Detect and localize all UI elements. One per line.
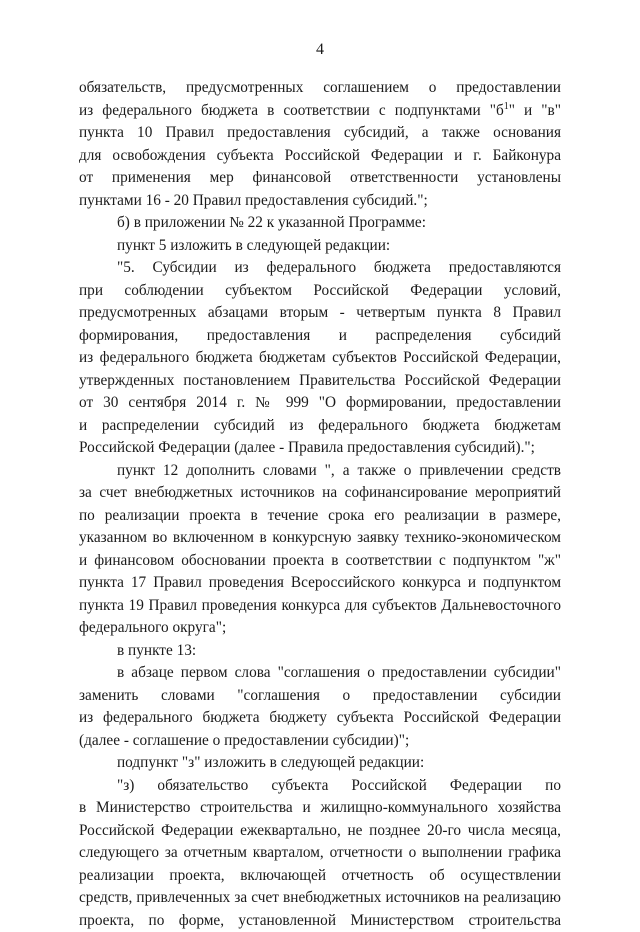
paragraph (79, 257, 561, 460)
text-line: и распределении субсидий из федерального бюджета бюджетам (79, 415, 561, 438)
paragraph (79, 235, 561, 258)
text-line: за счет внебюджетных источников на софинансирование мероприятий (79, 482, 561, 505)
page-number: 4 (0, 40, 640, 60)
paragraph (79, 640, 561, 663)
text-line: пункт 12 дополнить словами ", а также о привлечении средств (79, 460, 561, 483)
text-line: пункта 19 Правил проведения конкурса для субъектов Дальневосточного (79, 595, 561, 618)
text-line: пункта 10 Правил предоставления субсидий, а также основания (79, 122, 561, 145)
text-line: "5. Субсидии из федерального бюджета предоставляются (79, 257, 561, 280)
paragraph (79, 662, 561, 752)
text-line: и финансовом обосновании проекта в соответствии с подпунктом "ж" (79, 550, 561, 573)
text-line: в абзаце первом слова "соглашения о предоставлении субсидии" (79, 662, 561, 685)
text-line: от 30 сентября 2014 г. № 999 "О формировании, предоставлении (79, 392, 561, 415)
text-line: из федерального бюджета бюджету субъекта Российской Федерации (79, 707, 561, 730)
text-line: в пункте 13: (79, 640, 561, 663)
text-line: из федерального бюджета бюджетам субъектов Российской Федерации, (79, 347, 561, 370)
text-line (79, 100, 561, 123)
text-line: Российской Федерации (далее - Правила предоставления субсидий)."; (79, 437, 561, 460)
text-line: от применения мер финансовой ответственности установлены (79, 167, 561, 190)
text-line: пункта 17 Правил проведения Всероссийского конкурса и подпунктом (79, 572, 561, 595)
paragraph (79, 212, 561, 235)
paragraph (79, 77, 561, 212)
text-line: при соблюдении субъектом Российской Федерации условий, (79, 280, 561, 303)
text-line: реализации проекта, включающей отчетность об осуществлении (79, 865, 561, 888)
text-line: формирования, предоставления и распределения субсидий (79, 325, 561, 348)
text-line: Российской Федерации ежеквартально, не позднее 20-го числа месяца, (79, 820, 561, 843)
text-line: проекта, по форме, установленной Министерством строительства (79, 910, 561, 932)
text-line: пункт 5 изложить в следующей редакции: (79, 235, 561, 258)
document-body (79, 77, 561, 932)
text-line: утвержденных постановлением Правительства Российской Федерации (79, 370, 561, 393)
text-line: б) в приложении № 22 к указанной Программе: (79, 212, 561, 235)
text-line: (далее - соглашение о предоставлении субсидии)"; (79, 730, 561, 753)
superscript: 1 (504, 101, 509, 112)
text-line: обязательств, предусмотренных соглашением о предоставлении (79, 77, 561, 100)
text-line: средств, привлеченных за счет внебюджетных источников на реализацию (79, 887, 561, 910)
paragraph (79, 775, 561, 932)
text-line: "з) обязательство субъекта Российской Федерации по (79, 775, 561, 798)
text-line: федерального округа"; (79, 617, 561, 640)
text-line: следующего за отчетным кварталом, отчетности о выполнении графика (79, 842, 561, 865)
text-run: из федерального бюджета в соответствии с подпунктами "б (79, 102, 504, 119)
text-run: " и "в" (509, 102, 561, 119)
text-line: заменить словами "соглашения о предоставлении субсидии (79, 685, 561, 708)
text-line: пунктами 16 - 20 Правил предоставления субсидий."; (79, 190, 561, 213)
text-line: в Министерство строительства и жилищно-коммунального хозяйства (79, 797, 561, 820)
text-line: подпункт "з" изложить в следующей редакции: (79, 752, 561, 775)
text-line: указанном во включенном в конкурсную заявку технико-экономическом (79, 527, 561, 550)
text-line: по реализации проекта в течение срока его реализации в размере, (79, 505, 561, 528)
paragraph (79, 752, 561, 775)
text-line: для освобождения субъекта Российской Федерации и г. Байконура (79, 145, 561, 168)
text-line: предусмотренных абзацами вторым - четвертым пункта 8 Правил (79, 302, 561, 325)
paragraph (79, 460, 561, 640)
